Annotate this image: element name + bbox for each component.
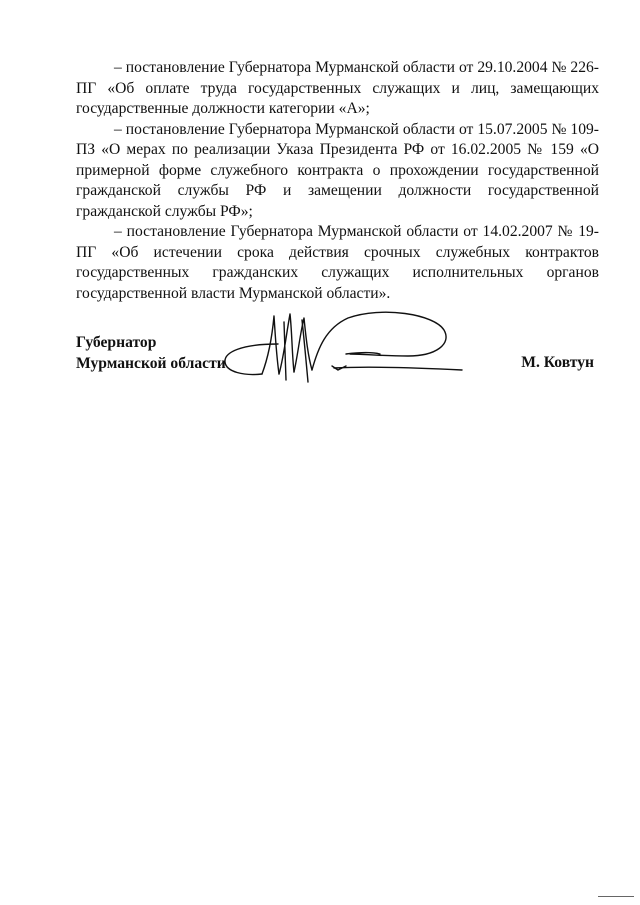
signatory-title-line2: Мурманской области: [76, 354, 226, 372]
signatory-title: [76, 333, 226, 374]
paragraph-decree-109: – постановление Губернатора Мурманской области от 15.07.2005 № 109-ПЗ «О мерах по реализации Указа Президента РФ от 16.02.2005 № 159 «О примерной форме служебного контракта о прохождении государственной гражданской службы РФ и замещении должности государственной гражданской службы РФ»;: [76, 120, 599, 220]
footer-rule: [598, 896, 634, 897]
paragraph-decree-19: – постановление Губернатора Мурманской области от 14.02.2007 № 19-ПГ «Об истечении срока действия срочных служебных контрактов государственных гражданских служащих исполнительных органов государственной власти Мурманской области».: [76, 223, 599, 302]
paragraph-decree-226: – постановление Губернатора Мурманской области от 29.10.2004 № 226-ПГ «Об оплате труда государственных служащих и лиц, замещающих государственные должности категории «А»;: [76, 59, 599, 117]
signatory-title-line1: Губернатор: [76, 334, 157, 351]
signatory-name: М. Ковтун: [521, 354, 594, 371]
handwritten-signature: [222, 308, 482, 388]
document-body: [76, 58, 599, 304]
